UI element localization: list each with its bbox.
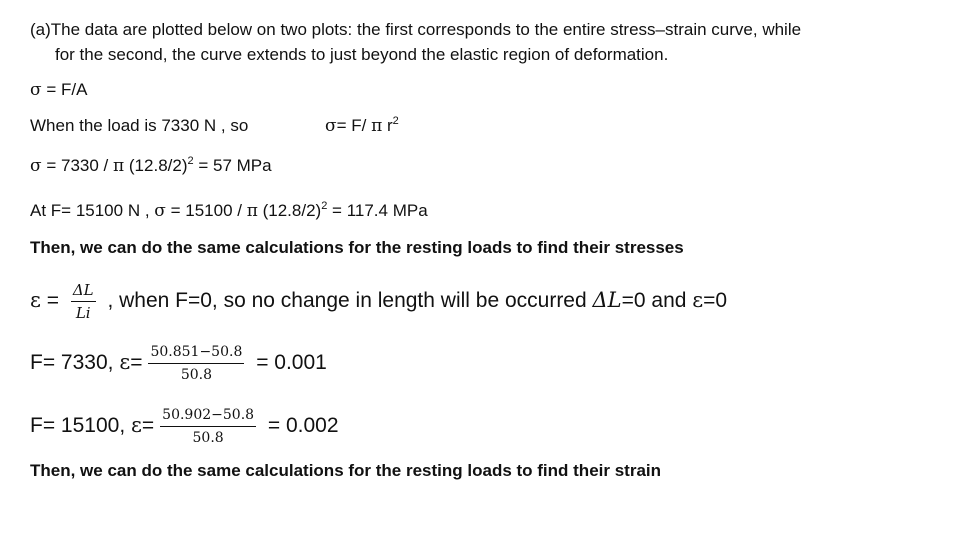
equals-sign: = bbox=[40, 289, 65, 313]
strain-definition-text-2: =0 and bbox=[621, 289, 693, 313]
stress-calculation-2 bbox=[30, 201, 428, 221]
fraction-numerator: 50.851−50.8 bbox=[148, 344, 244, 364]
calc2-result: = 117.4 MPa bbox=[327, 201, 428, 220]
part-marker: (a) bbox=[30, 20, 51, 39]
pi-symbol: π bbox=[371, 116, 383, 136]
epsilon-symbol: ε bbox=[30, 288, 41, 313]
intro-text-1: The data are plotted below on two plots: the first corresponds to the entire stress–strain curve, while bbox=[50, 20, 802, 39]
stress-formula bbox=[325, 116, 399, 136]
exponent: 2 bbox=[392, 115, 399, 127]
strain2-fraction bbox=[160, 407, 256, 446]
intro-text-2: for the second, the curve extends to just beyond the elastic region of deformation. bbox=[55, 45, 669, 64]
pi-symbol: π bbox=[246, 201, 258, 221]
exponent: 2 bbox=[321, 200, 328, 212]
strain-definition bbox=[30, 282, 727, 321]
calc2-part-a: At F= 15100 N , bbox=[30, 201, 155, 220]
fraction-numerator: 50.902−50.8 bbox=[160, 407, 256, 427]
stress-definition-text: = F/A bbox=[41, 80, 88, 99]
calc2-part-c: (12.8/2) bbox=[257, 201, 322, 220]
load-line bbox=[30, 116, 248, 136]
calc1-part-b: (12.8/2) bbox=[124, 156, 188, 175]
strain1-result: = 0.001 bbox=[250, 351, 327, 375]
stress-definition bbox=[30, 80, 87, 100]
calc1-result: = 57 MPa bbox=[193, 156, 272, 175]
pi-symbol: π bbox=[112, 156, 125, 176]
sigma-symbol: σ bbox=[30, 156, 42, 176]
strain-definition-text-1: , when F=0, so no change in length will be occurred bbox=[101, 289, 593, 313]
strain2-load: F= 15100, bbox=[30, 414, 131, 438]
epsilon-symbol: ε bbox=[131, 413, 142, 438]
sigma-symbol: σ bbox=[154, 201, 166, 221]
strain-fraction bbox=[71, 282, 96, 321]
strain1-fraction bbox=[148, 344, 244, 383]
fraction-denominator: Li bbox=[75, 304, 91, 322]
calc1-part-a: = 7330 / bbox=[41, 156, 113, 175]
strain2-result: = 0.002 bbox=[262, 414, 339, 438]
radius-text: r bbox=[382, 116, 393, 135]
strain-note bbox=[30, 461, 661, 481]
fraction-denominator: 50.8 bbox=[192, 430, 224, 446]
equals-sign: = bbox=[141, 414, 155, 438]
load-line-text: When the load is 7330 N , so bbox=[30, 116, 249, 135]
fraction-denominator: 50.8 bbox=[180, 367, 212, 383]
fraction-numerator: ΔL bbox=[71, 282, 96, 302]
delta-length: ΔL bbox=[592, 288, 622, 313]
calc2-part-b: = 15100 / bbox=[165, 201, 247, 220]
intro-line-2 bbox=[55, 45, 668, 65]
epsilon-symbol: ε bbox=[119, 350, 131, 375]
strain-definition-text-3: =0 bbox=[703, 289, 728, 313]
equals-sign: = bbox=[130, 351, 143, 375]
strain-calculation-2 bbox=[30, 407, 339, 446]
strain-calculation-1 bbox=[30, 344, 327, 383]
stress-calculation-1 bbox=[30, 156, 272, 176]
sigma-symbol: σ bbox=[30, 80, 42, 100]
epsilon-symbol: ε bbox=[692, 288, 704, 313]
strain1-load: F= 7330, bbox=[30, 351, 120, 375]
sigma-symbol: σ bbox=[325, 116, 337, 136]
stress-formula-text: = F/ bbox=[336, 116, 372, 135]
stress-note-text: Then, we can do the same calculations for the resting loads to find their stresses bbox=[30, 238, 684, 257]
stress-note bbox=[30, 238, 684, 258]
strain-note-text: Then, we can do the same calculations for the resting loads to find their strain bbox=[30, 461, 662, 480]
exponent: 2 bbox=[187, 155, 194, 167]
intro-line-1 bbox=[30, 20, 801, 40]
